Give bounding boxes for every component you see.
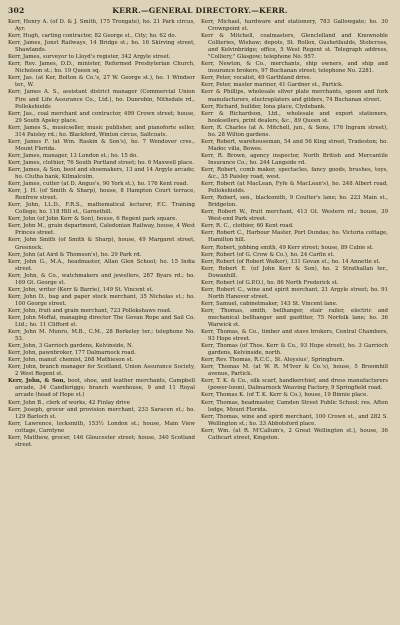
directory-entry: Kerr, Jas., coal merchant and contractor, 499 Crown street; house, 29 South Apsley place. <box>8 110 195 124</box>
directory-entry: Kerr, John (of John Kerr & Son), house, 6 Regent park square. <box>8 216 178 223</box>
directory-entry: Kerr, James, cutter (at D. Angus's, 90 York st.), ho. 176 Kent road. <box>8 181 189 188</box>
right-column <box>201 19 388 449</box>
directory-entry: Kerr, John, & Son, boot, shoe, and leather merchants, Campbell arcade, 34 Candleriggs; branch warehouse, 9 and 11 Royal arcade (head of Hope st.) <box>8 378 195 399</box>
directory-entry: Kerr, John D., bag and paper stock merchant, 35 Nicholas st.; ho. 100 George street. <box>8 293 195 307</box>
directory-entry: Kerr, Samuel, cabinetmaker, 143 St. Vincent lane. <box>201 300 338 307</box>
directory-entry: Kerr, James, Jonst Railways, 14 Bridge st.; ho. 16 Skirving street, Shawlands. <box>8 40 195 54</box>
directory-entry: Kerr & Richardson, Ltd., wholesale and export stationers, booksellers, print dealers, &c., 89 Queen st. <box>201 110 388 124</box>
directory-entry: Kerr, John, fruit and grain merchant, 723 Pollokshaws road. <box>8 307 172 314</box>
directory-entry: Kerr, R. Charles (at A. Mitchell, jun., & Sons, 176 Ingram street), ho. 28 Wilton gardens. <box>201 124 388 138</box>
directory-entry: Kerr, John Moffat, managing director The Govan Rope and Sail Co. Ltd.; ho. 11 Clifford st. <box>8 314 195 329</box>
directory-entry: Kerr, Robert, comb maker, spectacles, fancy goods, brushes, toys, &c., 35 Paisley road, west. <box>201 166 388 181</box>
page-header <box>8 6 392 15</box>
directory-entry: Kerr, T. K. & Co., silk scarf, handkerchief, and dress manufacturers (power-loom), Dalmarnock Weaving Factory, 9 Springfield road. <box>201 378 388 392</box>
directory-entry: Kerr, Robert C., Harbour Master, Port Dundas; ho. Victoria cottage, Hamilton hill. <box>201 230 388 244</box>
directory-entry: Kerr & Phillips, wholesale silver plate merchants, spoon and fork manufacturers, electroplaters and gilders, 74 Buchanan street. <box>201 89 388 103</box>
directory-entry: Kerr, Thomas, headmaster, Camden Street Public School; res. Afton lodge, Mount Florida. <box>201 399 388 413</box>
directory-entry: Kerr, James, manager, 13 London st.; ho. 15 do. <box>8 152 138 159</box>
directory-entry: Kerr, John, pawnbroker, 177 Dalmarnock road. <box>8 350 136 357</box>
directory-entry: Kerr, John, 3 Garrioch gardens, Kelvinside, N. <box>8 343 134 350</box>
directory-entry: Kerr, Henry A. (of D. & J. Smith, 175 Trongate), ho. 21 Park circus, Ayr. <box>8 19 195 33</box>
directory-entry: Kerr, Thomas, wine and spirit merchant, 100 Crown st., and 282 S. Wellington st.; ho. 33 Abbotsford place. <box>201 413 388 427</box>
left-column <box>8 19 195 449</box>
directory-entry: Kerr, Peter, vocalist, 49 Garthland drive. <box>201 75 312 82</box>
directory-entry: Kerr, Lawrence, locksmith, 153½ London st.; house, Main View cottage, Carntyne <box>8 420 195 434</box>
directory-entry: Kerr, Joseph, grocer and provision merchant, 233 Saracen st.; ho. 129 Barloch st. <box>8 406 195 420</box>
directory-entry: Kerr, Robert, warehouseman, 54 and 56 King street, Tradeston; ho. Madoc villa, Bowes. <box>201 138 388 152</box>
directory-entry: Kerr, Thomas (of Thos. Kerr & Co., 93 Hope street), ho. 3 Garrioch gardens, Kelvinside, north. <box>201 343 388 357</box>
directory-entry: Kerr, J. H. (of Smith & Sharp), house, 8 Hampton Court terrace, Renfrew street. <box>8 188 195 202</box>
directory-entry: Kerr, Robert (of G.P.O.), ho. 86 North Frederick st. <box>201 279 339 286</box>
directory-entry: Kerr, R. Brown, agency inspector, North British and Mercantile Insurance Co.; ho. 244 Langside rd. <box>201 152 388 166</box>
directory-entry: Kerr, Thomas K. (of T. K. Kerr & Co.), house, 19 Binnie place. <box>201 392 369 399</box>
directory-entry: Kerr, Robert E. (of John Kerr & Son), ho. 2 Strathallan ter., Dowanhill. <box>201 265 388 279</box>
directory-entry: Kerr, Wm. (at R. M'Callum's, 2 Great Wellington st.), house, 36 Cathcart street, Kingston. <box>201 427 388 441</box>
directory-entry: Kerr, John, writer (Kerr & Barrie), 149 St. Vincent st. <box>8 286 154 293</box>
directory-entry: Kerr, Rev. Thomas, R.C.C., St. Aloysius', Springburn. <box>201 357 345 364</box>
directory-entry: Kerr, Thomas, & Co., timber and stave brokers, Central Chambers, 93 Hope street. <box>201 329 388 343</box>
directory-entry: Kerr, James, surveyor to Lloyd's register, 342 Argyle street. <box>8 54 171 61</box>
directory-entry: Kerr, John, LL.D., F.R.S., mathematical lecturer, F.C. Training College; ho. 118 Hill st., Garnethill. <box>8 202 195 216</box>
directory-entry: Kerr, John M., grain department, Caledonian Railway, house, 4 West Princes street. <box>8 223 195 237</box>
directory-entry: Kerr, John (at Aird & Thomson's), ho. 29 Park rd. <box>8 251 142 258</box>
directory-entry: Kerr, James F. (at Wm. Raskin & Son's), ho. 7 Wendover cres., Mount Florida. <box>8 138 195 152</box>
directory-entry: Kerr, Thomas, smith, bellhanger, stair railer, electric and mechanical bellhanger and gasfitter, 75 Norfolk lane; ho. 36 Warwick st. <box>201 307 388 329</box>
directory-entry: Kerr, Robert, jobbing smith, 49 Kerr street; house, 89 Cubie st. <box>201 244 374 251</box>
directory-entry: Kerr, Robert (of G. Crow & Co.), ho. 24 Carfin st. <box>201 251 335 258</box>
directory-entry: Kerr, Robert, sen., blacksmith, 9 Coulter's lane; ho. 223 Main st., Bridgeton. <box>201 195 388 209</box>
directory-entry: Kerr, Matthew, grocer, 146 Gloucester street; house, 340 Scotland street. <box>8 434 195 448</box>
directory-entry: Kerr, John M. Munro, M.B., C.M., 28 Berkeley ter.; telephone No. 53. <box>8 329 195 343</box>
running-title: KERR.—GENERAL DIRECTORY.—KERR. <box>112 6 288 15</box>
directory-entry: Kerr, John, & Co., watchmakers and jewellers, 287 Byars rd.; ho. 169 Gt. George st. <box>8 272 195 286</box>
directory-entry: Kerr, Robert (of Robert Walker), 131 Govan st.; ho. 14 Annette st. <box>201 258 381 265</box>
directory-entry: Kerr, James A. S., assistant district manager (Commercial Union Fire and Life Assurance Co., Ltd.), ho. Dunrobin, Nithsdale rd., Pollokshields <box>8 89 195 110</box>
directory-entry: Kerr, John Smith (of Smith & Sharp), house, 49 Margaret street, Greenock. <box>8 237 195 251</box>
directory-entry: Kerr, Richard, builder, Iona place, Clydebank. <box>201 103 326 110</box>
directory-entry: Kerr, John G., M.A., headmaster, Allan Glen School; ho. 15 India street. <box>8 258 195 272</box>
page-number: 302 <box>8 6 25 15</box>
directory-entry: Kerr, R. C., clothier, 60 Kent road. <box>201 223 294 230</box>
directory-entry: Kerr, Newton, & Co., merchants, ship owners, and ship and insurance brokers, 97 Buchanan street; telephone No. 2281. <box>201 61 388 75</box>
directory-entry: Kerr, Rev. James, D.D., minister, Reformed Presbyterian Church, Nicholson st.; ho. 19 Queen sq. <box>8 61 195 75</box>
directory-entry: Kerr, Peter, master mariner, 41 Gardner st., Partick. <box>201 82 344 89</box>
directory-entry: Kerr, Michael, hardware and stationery, 783 Gallowgate; ho. 30 Crownpoint st. <box>201 19 388 33</box>
directory-entry: Kerr, John, manuf. chemist, 268 Mathieson st. <box>8 357 134 364</box>
directory-entry: Kerr, John B., clerk of works, 42 Finlay drive <box>8 399 130 406</box>
directory-entry: Kerr, Robert W., fruit merchant, 413 Gt. Western rd.; house, 39 West-end Park street. <box>201 209 388 223</box>
directory-entry: Kerr, John, branch manager for Scotland, Union Assurance Society, 2 West Regent st. <box>8 364 195 378</box>
directory-entry: Kerr, James, & Son, boot and shoemakers, 13 and 14 Argyle arcade; ho. Clutha bank, Kilmalcolm. <box>8 166 195 181</box>
directory-entry: Kerr, Hugh, carting contractor, 82 George st., City; ho. 62 do. <box>8 33 177 40</box>
directory-entry: Kerr, Thomas M. (at W. R. M'Iver & Co.'s), house, 5 Broomhill avenue, Partick. <box>201 364 388 378</box>
columns <box>8 19 392 449</box>
directory-entry: Kerr, Robert C., wine and spirit merchant, 21 Argyle street; ho. 91 North Hanover street. <box>201 286 388 300</box>
directory-entry: Kerr, Robert (at MacLean, Fyfe & MacLean's), ho. 248 Albert road, Pollokshields. <box>201 181 388 195</box>
directory-entry: Kerr, James, clothier, 76 South Portland street; ho. 6 Maxwell place. <box>8 159 195 166</box>
directory-entry: Kerr, James S., musicseller, music publisher, and pianoforte seller, 314 Paisley rd.; ho. Blackford, Winton circus, Saltcoats. <box>8 124 195 138</box>
directory-entry: Kerr & Mitchell, coalmasters, Glenclelland and Knownoble Collieries, Wishaw; depots, St. Rollox, Gushetfaulds, Stobcross, and Kelvinbridge; office, 5 West Regent st. Telegraph address, "Colliery," Glasgow; telephone No. 957. <box>201 33 388 61</box>
directory-entry: Kerr, Jas. (at Ker, Bolton & Co.'s, 27 W. George st.), ho. 1 Windsor ter., W. <box>8 75 195 89</box>
